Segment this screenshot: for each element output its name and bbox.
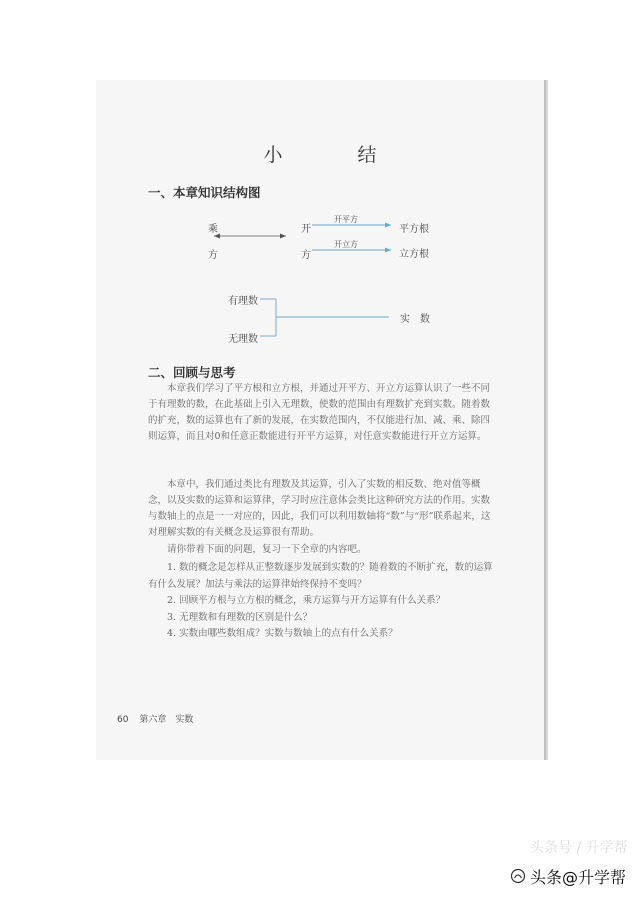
watermark-text: 头条@升学帮 <box>530 868 627 887</box>
section-heading-structure: 一、本章知识结构图 <box>148 185 261 200</box>
textbook-page <box>96 80 546 760</box>
toutiao-logo-icon <box>510 868 526 884</box>
diagram-label-kai: 开 <box>301 224 311 235</box>
review-question: 2. 回顾平方根与立方根的概念，乘方运算与开方运算有什么关系？ <box>167 595 446 606</box>
diagram-label-rational: 有理数 <box>228 296 258 307</box>
knowledge-structure-diagram <box>96 80 544 380</box>
watermark-faint-text: 头条号 / 升学帮 <box>530 840 628 856</box>
page-footer <box>117 712 193 725</box>
diagram-label-irrational: 无理数 <box>228 334 258 345</box>
watermark <box>500 835 640 905</box>
page-number: 60 <box>117 715 129 725</box>
review-question: 3. 无理数和有理数的区别是什么？ <box>167 611 313 623</box>
section-heading-review: 二、回顾与思考 <box>148 365 236 380</box>
diagram-label-cube-root: 立方根 <box>399 249 429 260</box>
paragraph-intro: 本章我们学习了平方根和立方根，并通过开平方、开立方运算认识了一些不同于有理数的数，在此基础上引入无理数，使数的范围由有理数扩充到实数。随着数的扩充，数的运算也有了新的发展，在实数范围内，不仅能进行加、减、乘、除四则运算，而且对0和任意正数能进行开平方运算，对任意实数能进行开立方运算。 <box>148 383 491 442</box>
arrow-label-square-root: 开平方 <box>334 215 358 224</box>
diagram-label-fang-mid: 方 <box>301 250 311 261</box>
diagram-label-cheng: 乘 <box>208 224 218 235</box>
paragraph-prompt: 请你带着下面的问题，复习一下全章的内容吧。 <box>167 544 367 555</box>
page-title: 小 结 <box>263 144 405 166</box>
diagram-label-fang-left: 方 <box>208 250 218 261</box>
arrow-label-cube-root: 开立方 <box>334 240 358 249</box>
review-question-list <box>148 560 498 643</box>
review-question: 4. 实数由哪些数组成？实数与数轴上的点有什么关系？ <box>167 628 398 639</box>
paragraph-analogy: 本章中，我们通过类比有理数及其运算，引入了实数的相反数、绝对值等概念，以及实数的运算和运算律，学习时应注意体会类比这种研究方法的作用。实数与数轴上的点是一一对应的，因此，我们可以利用数轴将“数”与“形”联系起来，这对理解实数的有关概念及运算很有帮助。 <box>148 479 491 538</box>
diagram-label-real: 实 数 <box>400 314 430 325</box>
chapter-label: 第六章 实数 <box>139 715 194 725</box>
diagram-label-square-root: 平方根 <box>399 224 429 235</box>
review-question: 1. 数的概念是怎样从正整数逐步发展到实数的？随着数的不断扩充，数的运算有什么发展？加法与乘法的运算律始终保持不变吗？ <box>148 562 493 590</box>
